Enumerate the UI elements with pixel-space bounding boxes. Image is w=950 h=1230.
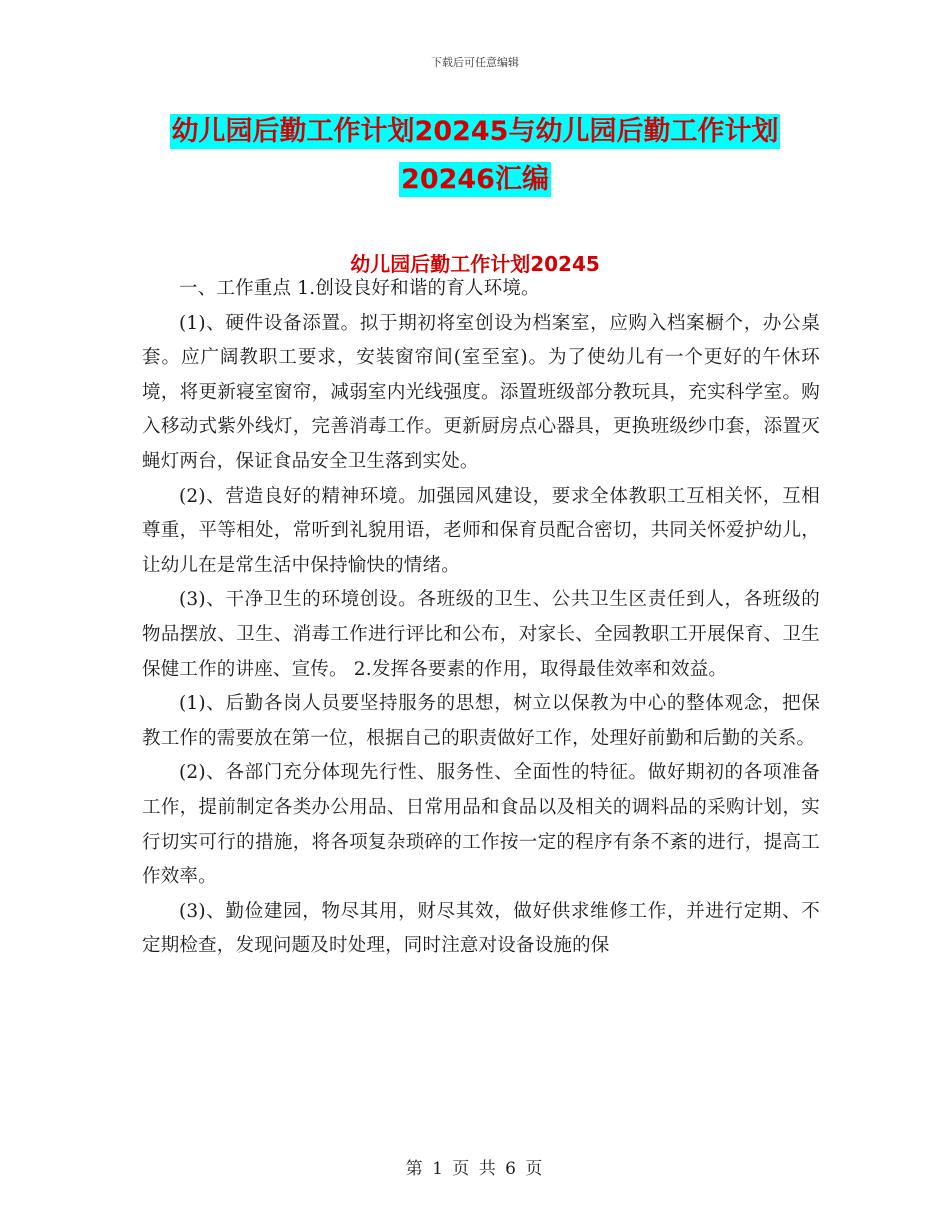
document-body bbox=[142, 272, 820, 964]
title-line-1: 幼儿园后勤工作计划20245与幼儿园后勤工作计划 bbox=[171, 116, 779, 147]
paragraph: (1)、硬件设备添置。拟于期初将室创设为档案室，应购入档案橱个，办公桌套。应广阔教职工要求，安装窗帘间(室至室)。为了使幼儿有一个更好的午休环境，将更新寝室窗帘，减弱室内光线强度。添置班级部分教玩具，充实科学室。购入移动式紫外线灯，完善消毒工作。更新厨房点心器具，更换班级纱巾套，添置灭蝇灯两台，保证食品安全卫生落到实处。 bbox=[142, 312, 820, 472]
paragraph: (2)、各部门充分体现先行性、服务性、全面性的特征。做好期初的各项准备工作，提前制定各类办公用品、日常用品和食品以及相关的调料品的采购计划，实行切实可行的措施，将各项复杂琐碎的工作按一定的程序有条不紊的进行，提高工作效率。 bbox=[142, 762, 820, 888]
section-title: 幼儿园后勤工作计划20245 bbox=[350, 252, 600, 276]
paragraph: (3)、干净卫生的环境创设。各班级的卫生、公共卫生区责任到人，各班级的物品摆放、卫生、消毒工作进行评比和公布，对家长、全园教职工开展保育、卫生保健工作的讲座、宣传。 2.发挥各要素的作用，取得最佳效率和效益。 bbox=[142, 589, 820, 680]
document-title bbox=[0, 108, 950, 204]
paragraph: (1)、后勤各岗人员要坚持服务的思想，树立以保教为中心的整体观念，把保教工作的需要放在第一位，根据自己的职责做好工作，处理好前勤和后勤的关系。 bbox=[142, 693, 820, 749]
paragraph: (3)、勤俭建园，物尽其用，财尽其效，做好供求维修工作，并进行定期、不定期检查，发现问题及时处理，同时注意对设备设施的保 bbox=[142, 900, 820, 957]
paragraph: (2)、营造良好的精神环境。加强园风建设，要求全体教职工互相关怀，互相尊重，平等相处，常听到礼貌用语，老师和保育员配合密切，共同关怀爱护幼儿，让幼儿在是常生活中保持愉快的情绪。 bbox=[142, 485, 820, 576]
header-note: 下载后可任意编辑 bbox=[431, 56, 519, 69]
title-line-2: 20246汇编 bbox=[401, 164, 549, 195]
paragraph: 一、工作重点 1.创设良好和谐的育人环境。 bbox=[179, 278, 540, 299]
page-footer: 第 1 页 共 6 页 bbox=[405, 1159, 545, 1179]
